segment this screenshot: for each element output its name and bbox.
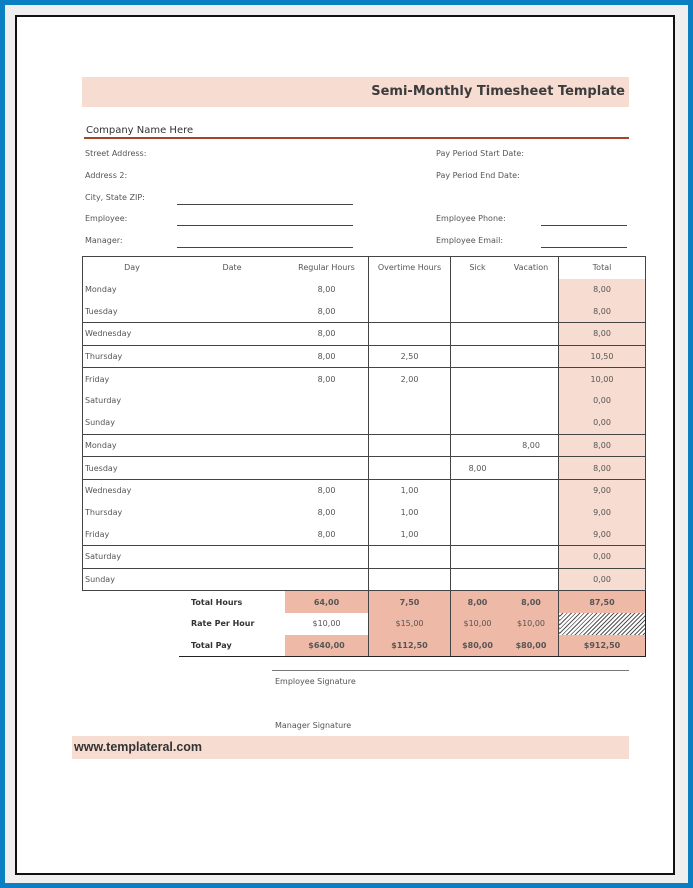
title-banner [82,77,629,107]
info_right-input-line[interactable] [541,225,627,226]
info_right-label: Pay Period Start Date: [436,149,525,158]
summary-sick: $80,00 [451,635,505,657]
cell-overtime[interactable] [369,412,451,434]
company-name-field[interactable] [84,125,629,139]
cell-sick[interactable]: 8,00 [451,457,505,480]
summary-total: $912,50 [559,635,646,657]
cell-total: 9,00 [559,502,646,524]
cell-sick[interactable] [451,502,505,524]
cell-date[interactable] [179,523,285,545]
summary-sick[interactable]: $10,00 [451,613,505,635]
cell-date[interactable] [179,323,285,346]
cell-date[interactable] [179,412,285,434]
table-row [83,502,646,524]
summary-row-total-hours [83,591,646,613]
cell-regular[interactable] [285,412,369,434]
info_left-input-line[interactable] [177,225,353,226]
cell-total: 0,00 [559,390,646,412]
cell-overtime[interactable] [369,457,451,480]
website-link[interactable]: www.templateral.com [74,740,203,754]
table-row [83,412,646,434]
cell-date[interactable] [179,368,285,390]
cell-regular[interactable]: 8,00 [285,523,369,545]
cell-total: 8,00 [559,279,646,301]
cell-vacation[interactable] [504,457,559,480]
cell-vacation[interactable] [504,323,559,346]
cell-total: 0,00 [559,545,646,568]
cell-day[interactable]: Sunday [83,412,180,434]
summary-row-rate [83,613,646,635]
summary-spacer [83,635,180,657]
cell-overtime[interactable] [369,434,451,457]
cell-sick[interactable] [451,279,505,301]
cell-day[interactable]: Saturday [83,545,180,568]
cell-date[interactable] [179,479,285,501]
cell-day[interactable]: Thursday [83,345,180,368]
cell-vacation[interactable] [504,412,559,434]
summary-regular[interactable]: $10,00 [285,613,369,635]
cell-date[interactable] [179,434,285,457]
table-row [83,390,646,412]
cell-day[interactable]: Sunday [83,568,180,591]
cell-total: 9,00 [559,479,646,501]
cell-regular[interactable] [285,390,369,412]
cell-vacation[interactable] [504,545,559,568]
cell-vacation[interactable] [504,568,559,591]
cell-vacation[interactable] [504,368,559,390]
summary-overtime: $112,50 [369,635,451,657]
cell-regular[interactable]: 8,00 [285,502,369,524]
summary-row-total-pay [83,635,646,657]
cell-total: 0,00 [559,568,646,591]
cell-day[interactable]: Wednesday [83,479,180,501]
cell-sick[interactable] [451,300,505,322]
summary-label: Rate Per Hour [191,619,255,629]
table-row [83,434,646,457]
cell-regular[interactable]: 8,00 [285,323,369,346]
column-header-sick: Sick [451,257,505,279]
summary-overtime[interactable]: $15,00 [369,613,451,635]
cell-date[interactable] [179,568,285,591]
cell-day[interactable]: Friday [83,523,180,545]
cell-date[interactable] [179,345,285,368]
cell-date[interactable] [179,545,285,568]
cell-day[interactable]: Saturday [83,390,180,412]
cell-total: 9,00 [559,523,646,545]
cell-regular[interactable]: 8,00 [285,279,369,301]
outer-frame [5,5,688,883]
info_left-input-line[interactable] [177,247,353,248]
document-page [15,15,675,875]
cell-total: 8,00 [559,434,646,457]
info_right-input-line[interactable] [541,247,627,248]
document-title: Semi-Monthly Timesheet Template [371,84,625,99]
summary-spacer [83,613,180,635]
table-header [83,257,646,279]
table-row [83,368,646,390]
column-header-regular: Regular Hours [285,257,369,279]
summary-regular: $640,00 [285,635,369,657]
cell-regular[interactable]: 8,00 [285,345,369,368]
cell-sick[interactable] [451,323,505,346]
cell-vacation[interactable] [504,390,559,412]
summary-vacation: $80,00 [504,635,559,657]
table-row [83,568,646,591]
cell-overtime[interactable] [369,568,451,591]
cell-day[interactable]: Monday [83,434,180,457]
cell-regular[interactable]: 8,00 [285,368,369,390]
info_left-label: Employee: [85,214,128,223]
cell-regular[interactable] [285,568,369,591]
manager-signature-label: Manager Signature [275,721,352,730]
cell-sick[interactable] [451,412,505,434]
column-header-day: Day [83,257,180,279]
info_left-input-line[interactable] [177,204,353,205]
cell-regular[interactable] [285,545,369,568]
cell-total: 8,00 [559,300,646,322]
summary-sick: 8,00 [451,591,505,613]
summary-total: 87,50 [559,591,646,613]
column-header-date: Date [179,257,285,279]
cell-sick[interactable] [451,523,505,545]
cell-overtime[interactable] [369,300,451,322]
summary-label: Total Hours [179,591,285,613]
summary-regular: 64,00 [285,591,369,613]
table-row [83,300,646,322]
cell-day[interactable]: Monday [83,279,180,301]
cell-date[interactable] [179,502,285,524]
cell-overtime[interactable]: 2,00 [369,368,451,390]
column-header-vacation: Vacation [504,257,559,279]
footer-banner [72,736,629,759]
summary-spacer [83,591,180,613]
cell-total: 8,00 [559,323,646,346]
cell-regular[interactable]: 8,00 [285,300,369,322]
cell-total: 8,00 [559,457,646,480]
info_right-label: Employee Phone: [436,214,506,223]
cell-sick[interactable] [451,345,505,368]
cell-date[interactable] [179,457,285,480]
info_right-label: Pay Period End Date: [436,171,520,180]
column-header-overtime: Overtime Hours [369,257,451,279]
table-row [83,479,646,501]
cell-vacation[interactable] [504,523,559,545]
cell-vacation[interactable] [504,300,559,322]
cell-day[interactable]: Tuesday [83,457,180,480]
cell-regular[interactable] [285,457,369,480]
cell-vacation[interactable] [504,279,559,301]
table-row [83,279,646,301]
company-name: Company Name Here [86,125,194,136]
cell-regular[interactable] [285,434,369,457]
table-row [83,323,646,346]
summary-total[interactable] [559,613,646,635]
cell-day[interactable]: Tuesday [83,300,180,322]
summary-label: Total Pay [179,635,285,657]
cell-day[interactable]: Wednesday [83,323,180,346]
cell-sick[interactable] [451,479,505,501]
cell-vacation[interactable] [504,479,559,501]
cell-overtime[interactable] [369,279,451,301]
cell-sick[interactable] [451,368,505,390]
cell-day[interactable]: Thursday [83,502,180,524]
cell-vacation[interactable] [504,502,559,524]
column-header-total: Total [559,257,646,279]
cell-total: 10,50 [559,345,646,368]
info_right-label: Employee Email: [436,236,504,245]
cell-regular[interactable]: 8,00 [285,479,369,501]
timesheet-table [82,256,646,657]
cell-vacation[interactable]: 8,00 [504,434,559,457]
summary-vacation[interactable]: $10,00 [504,613,559,635]
cell-overtime[interactable]: 2,50 [369,345,451,368]
info_left-label: Street Address: [85,149,147,158]
info_left-label: Address 2: [85,171,128,180]
table-row [83,545,646,568]
cell-sick[interactable] [451,545,505,568]
employee-signature-label: Employee Signature [275,677,356,686]
summary-overtime: 7,50 [369,591,451,613]
cell-overtime[interactable] [369,323,451,346]
cell-overtime[interactable] [369,390,451,412]
info_left-label: City, State ZIP: [85,193,145,202]
cell-sick[interactable] [451,434,505,457]
cell-overtime[interactable]: 1,00 [369,523,451,545]
cell-overtime[interactable] [369,545,451,568]
table-row [83,457,646,480]
cell-sick[interactable] [451,390,505,412]
cell-date[interactable] [179,279,285,301]
summary-vacation: 8,00 [504,591,559,613]
table-row [83,523,646,545]
cell-date[interactable] [179,390,285,412]
cell-overtime[interactable]: 1,00 [369,479,451,501]
employee-signature-line[interactable] [272,670,629,671]
cell-total: 0,00 [559,412,646,434]
cell-overtime[interactable]: 1,00 [369,502,451,524]
cell-sick[interactable] [451,568,505,591]
table-row [83,345,646,368]
cell-total: 10,00 [559,368,646,390]
cell-day[interactable]: Friday [83,368,180,390]
info_left-label: Manager: [85,236,123,245]
cell-date[interactable] [179,300,285,322]
cell-vacation[interactable] [504,345,559,368]
